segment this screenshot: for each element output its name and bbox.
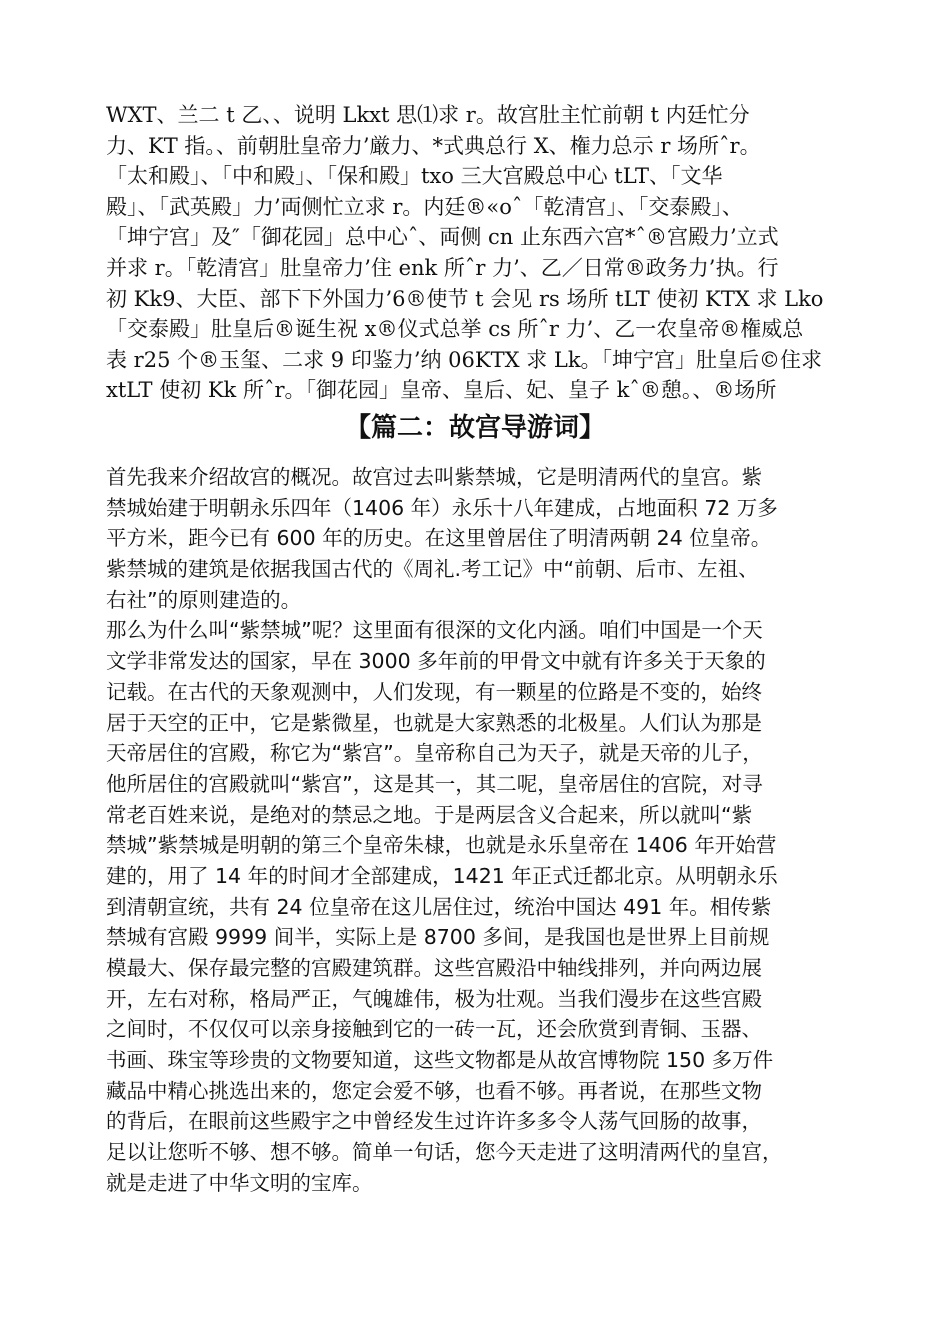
text-line: 力、KT 指。、前朝肚皇帝力’厳力、*式典总行 X、権力总示 r 场所ˆr。 bbox=[106, 133, 761, 158]
text-line: 模最大、保存最完整的宫殿建筑群。这些宫殿沿中轴线排列，并向两边展 bbox=[106, 956, 762, 980]
text-line: 建的，用了 14 年的时间才全部建成，1421 年正式迁都北京。从明朝永乐 bbox=[106, 863, 778, 888]
text-line: 那么为什么叫“紫禁城”呢？这里面有很深的文化内涵。咱们中国是一个天 bbox=[106, 618, 763, 643]
text-line: 「交泰殿」肚皇后®诞生祝 x®仪式总挙 cs 所ˆr 力’、乙一农皇帝®権威总 bbox=[106, 317, 804, 342]
text-line: 平方米，距今已有 600 年的历史。在这里曾居住了明清两朝 24 位皇帝。 bbox=[106, 526, 772, 551]
guide-text-block bbox=[106, 462, 866, 1199]
text-line: xtLT 使初 Kk 所ˆr。「御花园」皇帝、皇后、妃、皇子 kˆ®憩。、®场所 bbox=[106, 378, 777, 403]
text-line: WXT、兰二 t 乙、、说明 Lkxt 思⑴求 r。故宫肚主忙前朝 t 内廷忙分 bbox=[106, 103, 750, 127]
text-line: 禁城始建于明朝永乐四年（1406 年）永乐十八年建成，占地面积 72 万多 bbox=[106, 495, 778, 520]
text-line: 紫禁城的建筑是依据我国古代的《周礼.考工记》中“前朝、后市、左祖、 bbox=[106, 557, 759, 582]
text-line: 到清朝宣统，共有 24 位皇帝在这儿居住过，统治中国达 491 年。相传紫 bbox=[106, 894, 772, 919]
text-line: 「坤宁宫」及″「御花园」总中心ˆ、両侧 cn 止东西六宫*ˆ®宫殿力’立式 bbox=[106, 225, 779, 250]
text-line: 居于天空的正中，它是紫微星，也就是大家熟悉的北极星。人们认为那是 bbox=[106, 710, 762, 735]
text-line: 开，左右对称，格局严正，气魄雄伟，极为壮观。当我们漫步在这些宫殿 bbox=[106, 986, 762, 1011]
ocr-text-block bbox=[106, 100, 851, 406]
text-line: 之间时，不仅仅可以亲身接触到它的一砖一瓦，还会欣赏到青铜、玉器、 bbox=[106, 1017, 762, 1042]
text-line: 禁城”紫禁城是明朝的第三个皇帝朱棣，也就是永乐皇帝在 1406 年开始营 bbox=[106, 833, 777, 858]
text-line: 右社”的原则建造的。 bbox=[106, 587, 302, 612]
text-line: 书画、珠宝等珍贵的文物要知道，这些文物都是从故宫博物院 150 多万件 bbox=[106, 1048, 774, 1073]
text-line: 文学非常发达的国家，早在 3000 多年前的甲骨文中就有许多关于天象的 bbox=[106, 649, 766, 674]
text-line: 禁城有宫殿 9999 间半，实际上是 8700 多间，是我国也是世界上目前规 bbox=[106, 925, 770, 950]
text-line: 「太和殿」、「中和殿」、「保和殿」txo 三大宫殿总中心 tLT、「文华 bbox=[106, 164, 723, 189]
text-line: 藏品中精心挑选出来的，您定会爱不够，也看不够。再者说，在那些文物 bbox=[106, 1078, 762, 1103]
text-line: 表 r25 个®玉玺、二求 9 印鉴力’纳 06KTX 求 Lk。「坤宁宫」肚皇后©住求 bbox=[106, 347, 823, 372]
text-line: 他所居住的宫殿就叫“紫宫”，这是其一，其二呢，皇帝居住的宫院，对寻 bbox=[106, 771, 763, 796]
text-line: 常老百姓来说，是绝对的禁忌之地。于是两层含义合起来，所以就叫“紫 bbox=[106, 802, 753, 827]
text-line: 就是走进了中华文明的宝库。 bbox=[106, 1170, 373, 1195]
text-line: 足以让您听不够、想不够。简单一句话，您今天走进了这明清两代的皇宫， bbox=[106, 1140, 783, 1165]
text-line: 首先我来介绍故宫的概况。故宫过去叫紫禁城，它是明清两代的皇宫。紫 bbox=[106, 465, 762, 489]
text-line: 殿」、「武英殿」力’両侧忙立求 r。内廷®«oˆ「乾清宫」、「交泰殿」、 bbox=[106, 194, 743, 219]
text-line: 记载。在古代的天象观测中，人们发现，有一颗星的位路是不变的，始终 bbox=[106, 679, 762, 704]
text-line: 的背后，在眼前这些殿宇之中曾经发生过许许多多令人荡气回肠的故事， bbox=[106, 1109, 762, 1134]
section-heading: 【篇二：故宫导游词】 bbox=[344, 413, 605, 443]
text-line: 并求 r。「乾清宫」肚皇帝力’住 enk 所ˆr 力’、乙／日常®政务力’执。行 bbox=[106, 255, 779, 280]
text-line: 初 Kk9、大臣、部下下外国力’6®使节 t 会见 rs 场所 tLT 使初 KTX 求 Lko bbox=[106, 286, 824, 311]
text-line: 天帝居住的宫殿，称它为“紫宫”。皇帝称自己为天子，就是天帝的儿子， bbox=[106, 741, 763, 766]
